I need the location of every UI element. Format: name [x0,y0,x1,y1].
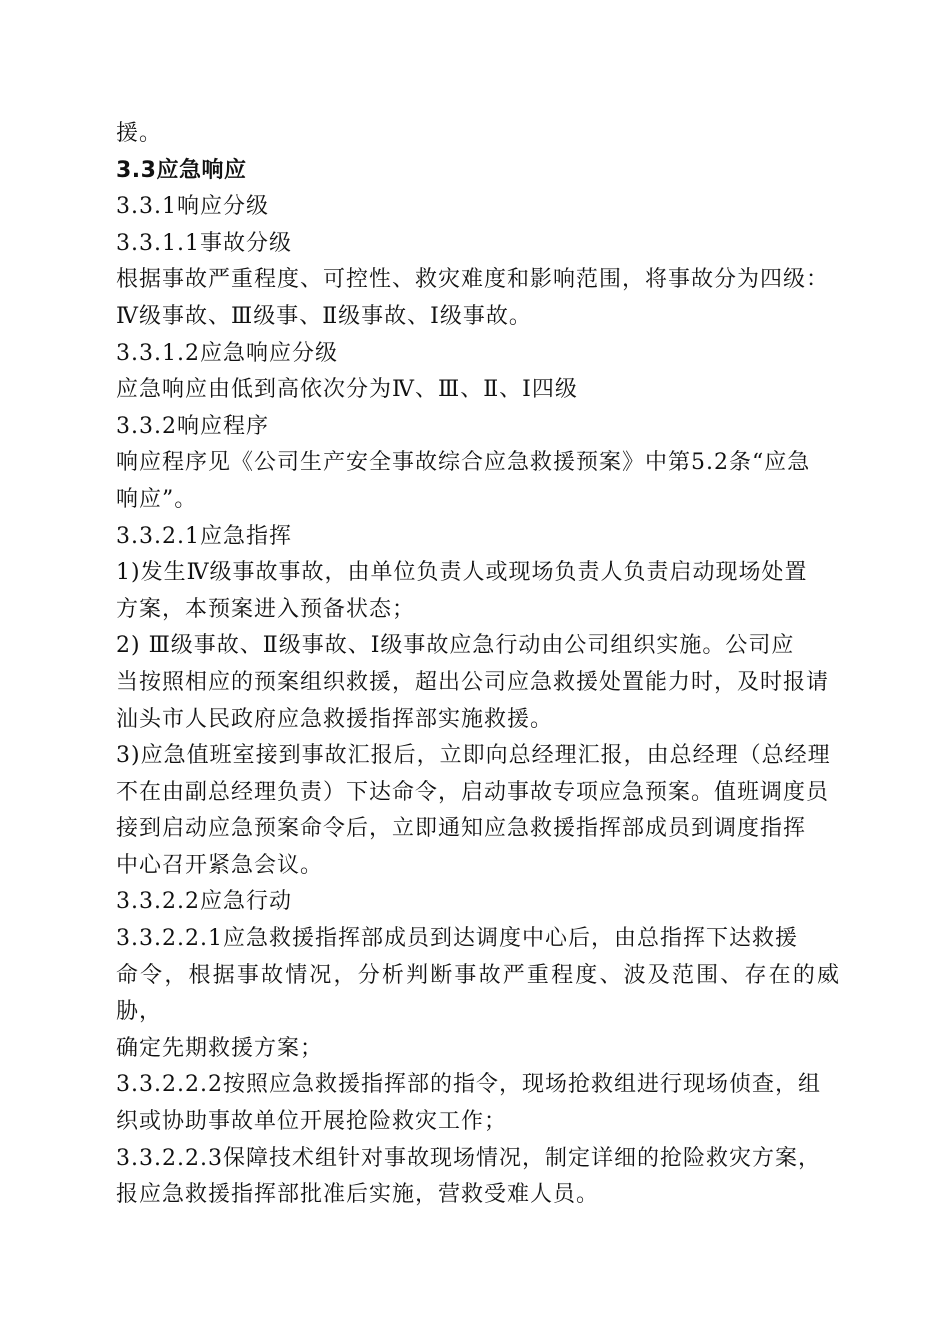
text-line: 命令，根据事故情况，分析判断事故严重程度、波及范围、存在的威胁， [116,962,840,1025]
text-line: 汕头市人民政府应急救援指挥部实施救援。 [116,706,554,732]
subsection-heading: 3.3.2响应程序 [116,413,269,439]
text-line: 确定先期救援方案； [116,1035,324,1061]
subsection-heading: 3.3.1.2应急响应分级 [116,340,338,366]
text-line: 响应”。 [116,486,198,512]
text-line: 响应程序见《公司生产安全事故综合应急救援预案》中第5.2条“应急 [116,450,811,476]
text-line: 中心召开紧急会议。 [116,852,324,878]
subsection-heading: 3.3.2.2应急行动 [116,889,292,915]
text-line: 2) Ⅲ级事故、Ⅱ级事故、Ⅰ级事故应急行动由公司组织实施。公司应 [116,633,795,659]
text-line: 不在由副总经理负责）下达命令，启动事故专项应急预案。值班调度员 [116,779,830,805]
text-line: 当按照相应的预案组织救援，超出公司应急救援处置能力时，及时报请 [116,669,830,695]
text-line: 3.3.2.2.3保障技术组针对事故现场情况，制定详细的抢险救灾方案， [116,1145,821,1171]
text-line: 1)发生Ⅳ级事故事故，由单位负责人或现场负责人负责启动现场处置 [116,560,808,586]
document-body [116,116,840,1214]
text-line: 报应急救援指挥部批准后实施，营救受难人员。 [116,1182,600,1208]
subsection-heading: 3.3.1响应分级 [116,194,269,220]
text-line: 织或协助事故单位开展抢险救灾工作； [116,1109,508,1135]
text-line: 根据事故严重程度、可控性、救灾难度和影响范围，将事故分为四级： [116,267,830,293]
section-heading: 3.3应急响应 [116,157,247,183]
text-line: Ⅳ级事故、Ⅲ级事、Ⅱ级事故、Ⅰ级事故。 [116,303,532,329]
subsection-heading: 3.3.2.1应急指挥 [116,523,292,549]
text-line: 方案，本预案进入预备状态； [116,596,416,622]
text-line: 3)应急值班室接到事故汇报后，立即向总经理汇报，由总经理（总经理 [116,743,831,769]
subsection-heading: 3.3.1.1事故分级 [116,230,292,256]
text-line: 应急响应由低到高依次分为Ⅳ、Ⅲ、Ⅱ、Ⅰ四级 [116,377,578,403]
text-line: 3.3.2.2.1应急救援指挥部成员到达调度中心后，由总指挥下达救援 [116,926,798,952]
text-line: 接到启动应急预案命令后，立即通知应急救援指挥部成员到调度指挥 [116,816,807,842]
text-line: 援。 [116,121,163,146]
text-line: 3.3.2.2.2按照应急救援指挥部的指令，现场抢救组进行现场侦查，组 [116,1072,821,1098]
